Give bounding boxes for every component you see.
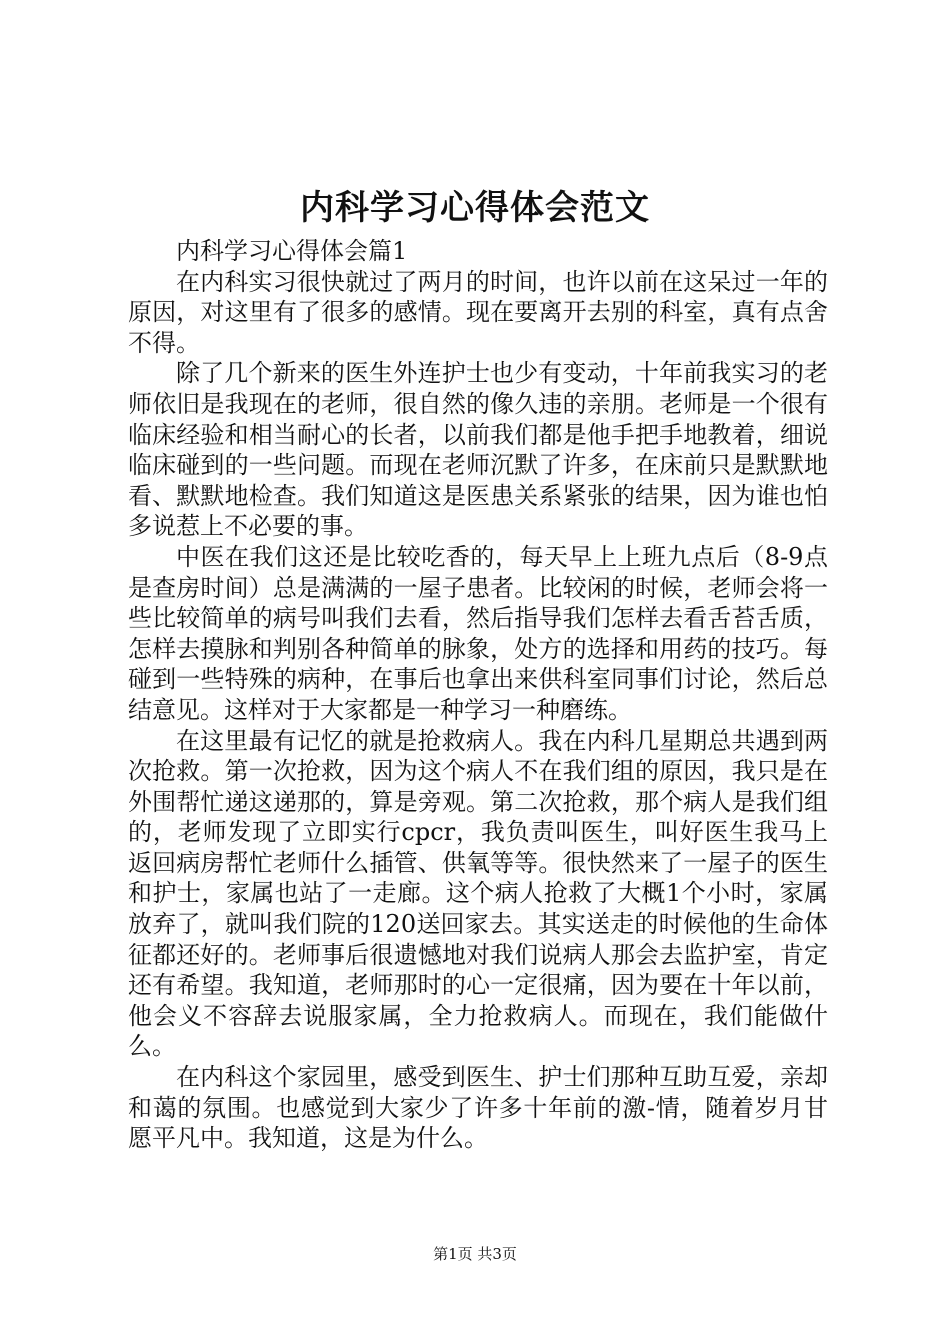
paragraph-3: 中医在我们这还是比较吃香的，每天早上上班九点后（8-9点是查房时间）总是满满的一屋子患者。比较闲的时候，老师会将一些比较简单的病号叫我们去看，然后指导我们怎样去看舌苔舌质，怎样去摸脉和判别各种简单的脉象，处方的选择和用药的技巧。每碰到一些特殊的病种，在事后也拿出来供科室同事们讨论，然后总结意见。这样对于大家都是一种学习一种磨练。 xyxy=(128,542,828,724)
document-title: 内科学习心得体会范文 xyxy=(300,188,650,228)
page-number-footer: 第1页 共3页 xyxy=(433,1245,517,1263)
paragraph-5: 在内科这个家园里，感受到医生、护士们那种互助互爱，亲却和蔼的氛围。也感觉到大家少了许多十年前的激-情，随着岁月甘愿平凡中。我知道，这是为什么。 xyxy=(128,1063,828,1153)
section-heading: 内科学习心得体会篇1 xyxy=(176,237,408,265)
document-body xyxy=(128,236,828,1154)
paragraph-2: 除了几个新来的医生外连护士也少有变动，十年前我实习的老师依旧是我现在的老师，很自然的像久违的亲朋。老师是一个很有临床经验和相当耐心的长者，以前我们都是他手把手地教着，细说临床碰到的一些问题。而现在老师沉默了许多，在床前只是默默地看、默默地检查。我们知道这是医患关系紧张的结果，因为谁也怕多说惹上不必要的事。 xyxy=(128,359,828,541)
paragraph-4: 在这里最有记忆的就是抢救病人。我在内科几星期总共遇到两次抢救。第一次抢救，因为这个病人不在我们组的原因，我只是在外围帮忙递这递那的，算是旁观。第二次抢救，那个病人是我们组的，老师发现了立即实行cpcr，我负责叫医生，叫好医生我马上返回病房帮忙老师什么插管、供氧等等。很快然来了一屋子的医生和护士，家属也站了一走廊。这个病人抢救了大概1个小时，家属放弃了，就叫我们院的120送回家去。其实送走的时候他的生命体征都还好的。老师事后很遗憾地对我们说病人那会去监护室，肯定还有希望。我知道，老师那时的心一定很痛，因为要在十年以前，他会义不容辞去说服家属，全力抢救病人。而现在，我们能做什么。 xyxy=(128,726,828,1061)
paragraph-1: 在内科实习很快就过了两月的时间，也许以前在这呆过一年的原因，对这里有了很多的感情。现在要离开去别的科室，真有点舍不得。 xyxy=(128,267,828,357)
